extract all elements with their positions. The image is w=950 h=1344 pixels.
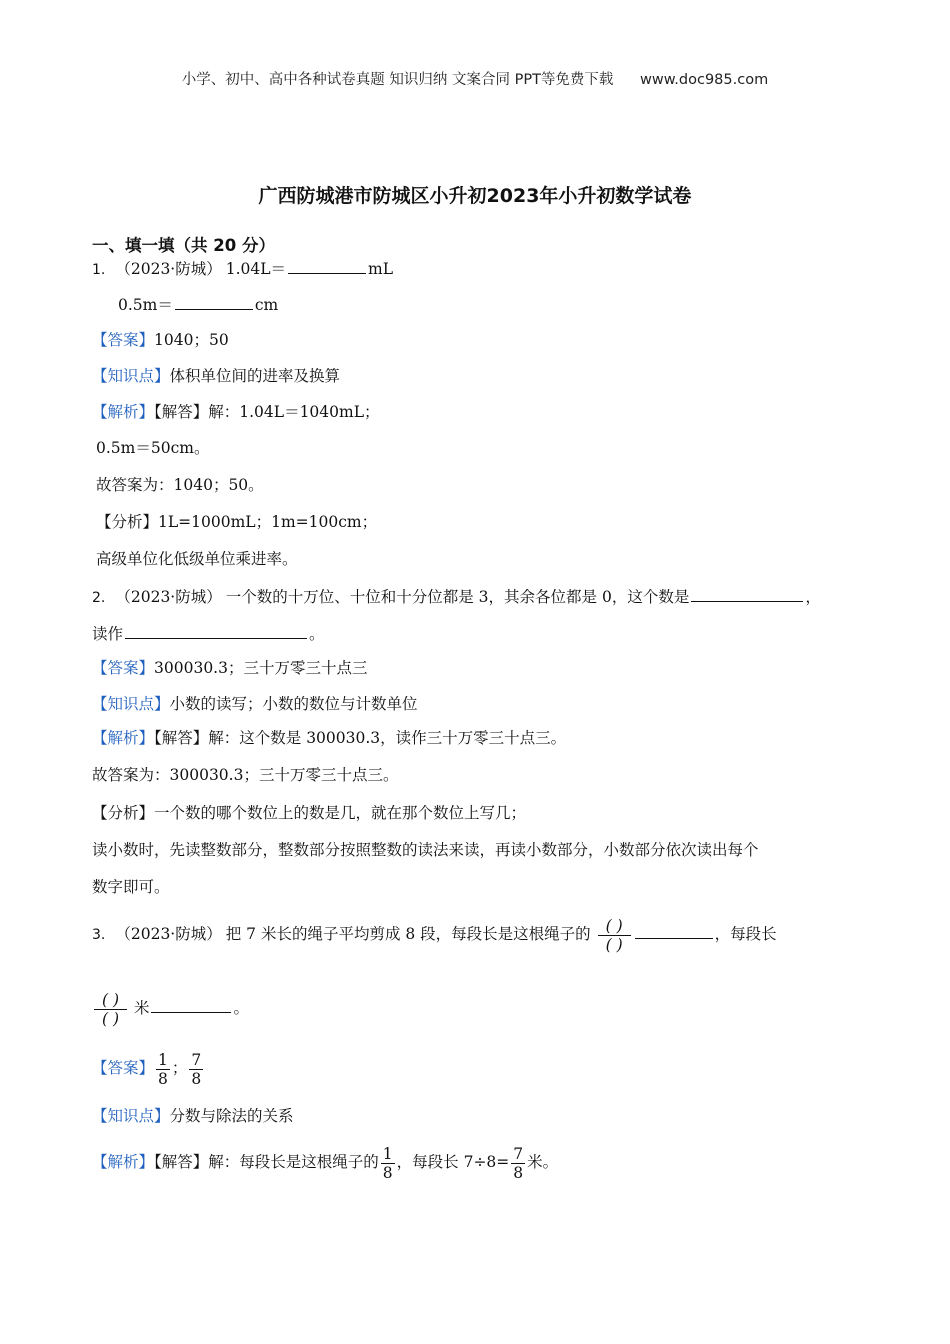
answer-text: 1040；50 bbox=[154, 331, 229, 349]
question-3-line-2 bbox=[92, 988, 249, 1028]
unit-text: cm bbox=[254, 296, 279, 314]
analysis-row bbox=[92, 1142, 558, 1182]
question-2 bbox=[92, 585, 821, 609]
question-text: 把 7 米长的绳子平均剪成 8 段，每段长是这根绳子的 bbox=[225, 925, 591, 943]
fraction: $\frac{1}{8}$ bbox=[158, 1050, 168, 1088]
question-text: 一个数的十万位、十位和十分位都是 3，其余各位都是 0，这个数是 bbox=[225, 588, 690, 606]
analysis-row bbox=[92, 727, 566, 749]
header-url[interactable]: www.doc985.com bbox=[640, 72, 769, 88]
answer-tag: 【答案】 bbox=[92, 1059, 155, 1077]
question-text: 1.04L＝ bbox=[225, 260, 287, 278]
answer-blank[interactable] bbox=[691, 585, 803, 602]
analysis-line: 故答案为：300030.3；三十万零三十点三。 bbox=[92, 766, 399, 784]
analysis-line: 【分析】一个数的哪个数位上的数是几，就在那个数位上写几； bbox=[92, 804, 527, 822]
fraction-placeholder: $\frac{( )}{( )}$ bbox=[94, 991, 127, 1028]
knowledge-row bbox=[92, 365, 340, 387]
fraction: $\frac{7}{8}$ bbox=[513, 1144, 524, 1182]
section-title: 一、填一填（共 20 分） bbox=[92, 236, 275, 255]
question-text: 0.5m＝ bbox=[118, 296, 173, 314]
question-source: （2023·防城） bbox=[115, 925, 222, 943]
analysis-line: 读小数时，先读整数部分，整数部分按照整数的读法来读，再读小数部分，小数部分依次读出每个 bbox=[92, 841, 759, 859]
knowledge-text: 分数与除法的关系 bbox=[169, 1107, 294, 1125]
answer-row bbox=[92, 329, 229, 351]
analysis-text: 【解答】解：1.04L＝1040mL； bbox=[154, 403, 380, 421]
knowledge-tag: 【知识点】 bbox=[92, 1107, 170, 1125]
analysis-text: 【解答】解：每段长是这根绳子的 bbox=[154, 1153, 379, 1171]
unit-text: mL bbox=[368, 260, 394, 278]
question-3 bbox=[92, 914, 777, 955]
fraction-placeholder: $\frac{( )}{( )}$ bbox=[598, 917, 631, 954]
analysis-line: 高级单位化低级单位乘进率。 bbox=[96, 550, 298, 568]
unit-text: 米 bbox=[133, 999, 150, 1017]
analysis-line: 【分析】1L=1000mL；1m=100cm； bbox=[96, 513, 378, 531]
page-title: 广西防城港市防城区小升初2023年小升初数学试卷 bbox=[258, 185, 692, 207]
analysis-line: 0.5m＝50cm。 bbox=[96, 439, 210, 457]
question-source: （2023·防城） bbox=[115, 588, 222, 606]
header-text: 小学、初中、高中各种试卷真题 知识归纳 文案合同 PPT等免费下载 bbox=[181, 72, 614, 88]
answer-text: 300030.3；三十万零三十点三 bbox=[154, 659, 368, 677]
answer-blank[interactable] bbox=[125, 622, 307, 639]
answer-tag: 【答案】 bbox=[92, 331, 155, 349]
analysis-text: 米。 bbox=[527, 1153, 559, 1171]
analysis-tag: 【解析】 bbox=[92, 1153, 155, 1171]
answer-row bbox=[92, 1048, 205, 1088]
knowledge-row bbox=[92, 693, 418, 715]
punct: ； bbox=[171, 1059, 188, 1077]
question-source: （2023·防城） bbox=[115, 260, 222, 278]
question-text: ，每段长 bbox=[714, 925, 777, 943]
punct: 。 bbox=[233, 999, 249, 1017]
page-header bbox=[0, 68, 950, 89]
question-2-line-2 bbox=[92, 622, 325, 645]
answer-blank[interactable] bbox=[175, 293, 253, 310]
analysis-tag: 【解析】 bbox=[92, 729, 155, 747]
answer-blank[interactable] bbox=[288, 257, 366, 274]
question-1-line-2 bbox=[118, 293, 278, 316]
analysis-text: ，每段长 7÷8= bbox=[396, 1153, 510, 1171]
analysis-row bbox=[92, 401, 380, 423]
analysis-line: 故答案为：1040；50。 bbox=[96, 476, 264, 494]
knowledge-tag: 【知识点】 bbox=[92, 367, 170, 385]
punct: ， bbox=[805, 588, 821, 606]
knowledge-row bbox=[92, 1105, 294, 1127]
analysis-line: 数字即可。 bbox=[92, 878, 170, 896]
question-number: 3. bbox=[92, 927, 106, 943]
fraction: $\frac{7}{8}$ bbox=[191, 1050, 202, 1088]
knowledge-text: 体积单位间的进率及换算 bbox=[169, 367, 341, 385]
answer-blank[interactable] bbox=[151, 996, 231, 1013]
answer-blank[interactable] bbox=[635, 922, 713, 939]
analysis-text: 【解答】解：这个数是 300030.3，读作三十万零三十点三。 bbox=[154, 729, 567, 747]
answer-row bbox=[92, 657, 367, 679]
punct: 。 bbox=[309, 625, 325, 643]
knowledge-tag: 【知识点】 bbox=[92, 695, 170, 713]
question-number: 1. bbox=[92, 262, 106, 278]
question-text: 读作 bbox=[92, 625, 124, 643]
analysis-tag: 【解析】 bbox=[92, 403, 155, 421]
question-number: 2. bbox=[92, 590, 106, 606]
answer-tag: 【答案】 bbox=[92, 659, 155, 677]
knowledge-text: 小数的读写；小数的数位与计数单位 bbox=[169, 695, 418, 713]
question-1 bbox=[92, 257, 393, 281]
fraction: $\frac{1}{8}$ bbox=[382, 1144, 393, 1182]
